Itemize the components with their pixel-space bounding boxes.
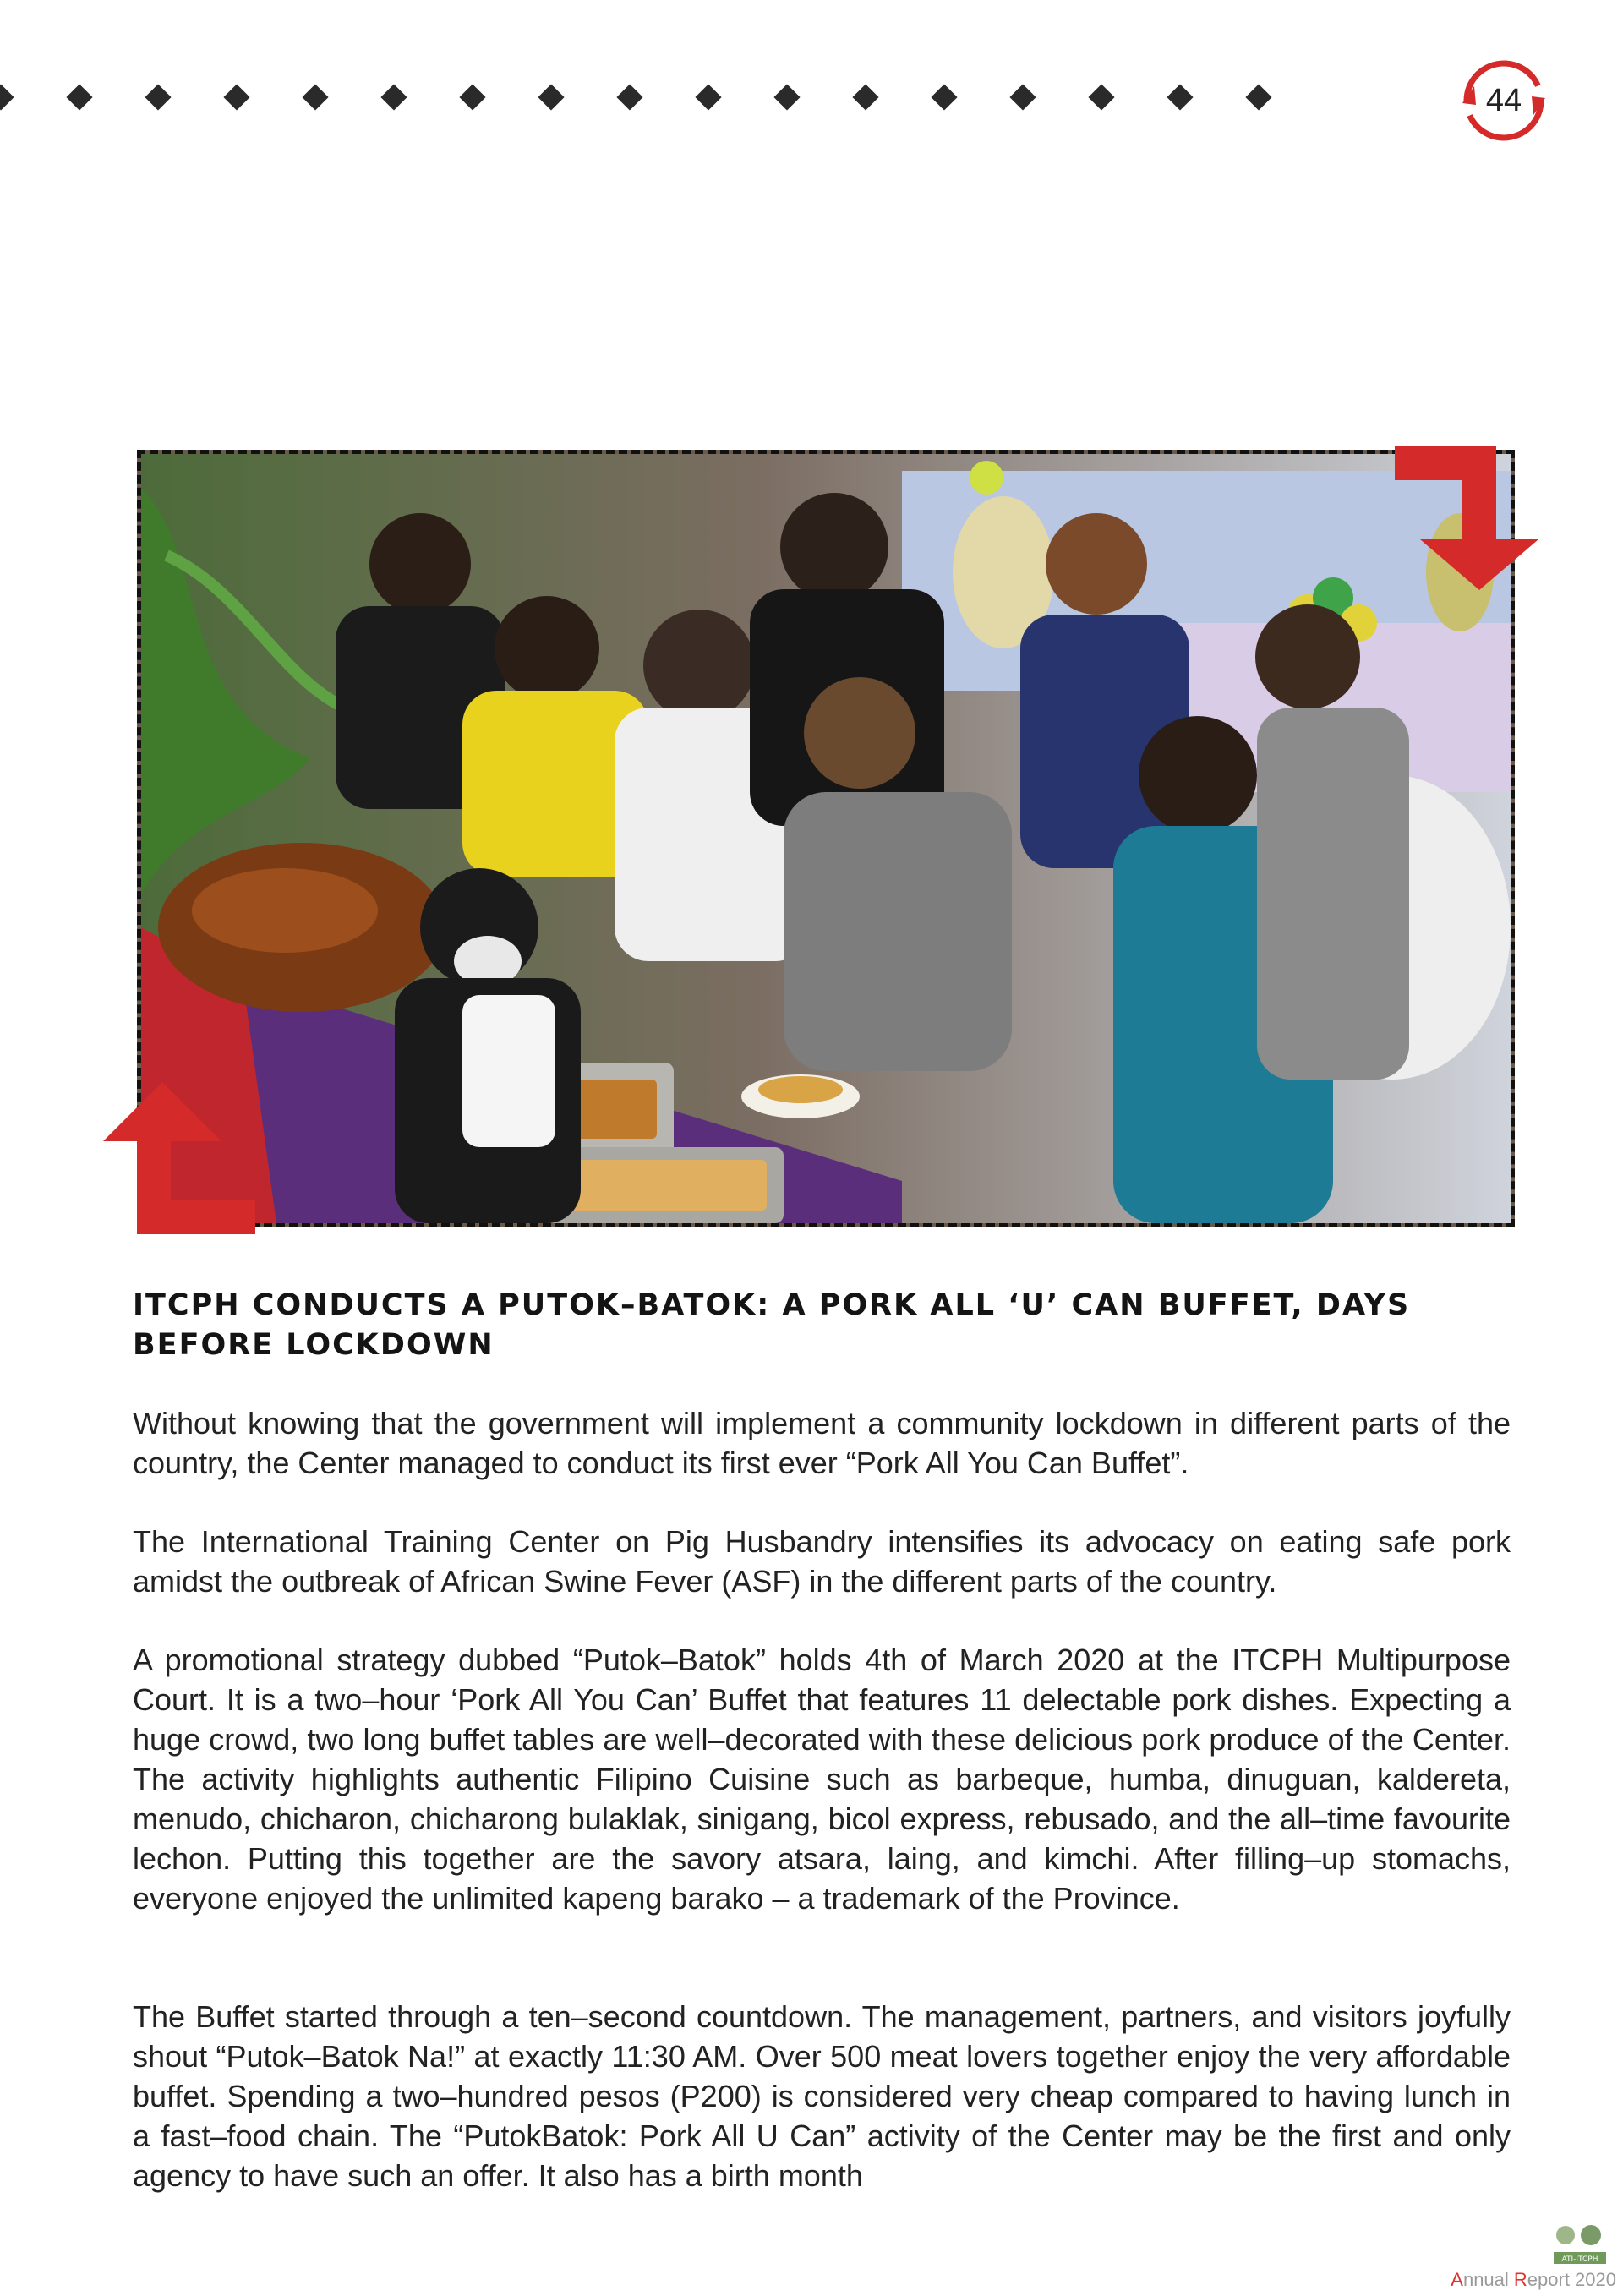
ati-itcph-logo <box>1550 2223 1609 2266</box>
corner-arrow-down-icon <box>1395 446 1538 599</box>
buffet-photo <box>137 450 1515 1227</box>
divider-diamond <box>1167 84 1193 110</box>
article-paragraph-4: The Buffet started through a ten–second countdown. The management, partners, and visitors joyfully shout “Putok–Batok Na!” at exactly 11:30 AM. Over 500 meat lovers together enjoy the very affordable buffet. Spending a two–hundred pesos (P200) is considered very cheap compared to having lunch in a fast–food chain. The “PutokBatok: Pork All U Can” activity of the Center may be the first and only agency to have such an offer. It also has a birth month <box>133 1999 1511 2193</box>
divider-diamond <box>616 84 642 110</box>
divider-diamond <box>0 84 14 110</box>
buffet-scene-illustration <box>141 454 1511 1223</box>
divider-diamond <box>538 84 564 110</box>
page-number-badge <box>1457 54 1550 147</box>
divider-diamond <box>773 84 800 110</box>
logo-caption: ATI-ITCPH <box>1561 2255 1598 2264</box>
article-paragraph-3: A promotional strategy dubbed “Putok–Batok” holds 4th of March 2020 at the ITCPH Multipurpose Court. It is a two–hour ‘Pork All You Can’ Buffet that features 11 delectable pork dishes. Expecting a huge crowd, two long buffet tables are well–decorated with these delicious pork produce of the Center. The activity highlights authentic Filipino Cuisine such as barbeque, humba, dinuguan, kaldereta, menudo, chicharon, chicharong bulaklak, sinigang, bicol express, rebusado, and the all–time favourite lechon. Putting this together are the savory atsara, laing, and kimchi. After filling–up stomachs, everyone enjoyed the unlimited kapeng barako – a trademark of the Province. <box>133 1643 1511 1916</box>
corner-arrow-up-icon <box>103 1082 255 1234</box>
divider-diamond <box>1245 84 1271 110</box>
article-paragraph-2: The International Training Center on Pig Husbandry intensifies its advocacy on eating safe pork amidst the outbreak of African Swine Fever (ASF) in the different parts of the country. <box>133 1524 1511 1599</box>
divider-diamond <box>931 84 957 110</box>
divider-diamond <box>145 84 171 110</box>
divider-diamond <box>380 84 407 110</box>
divider-diamond <box>695 84 721 110</box>
divider-diamond <box>66 84 92 110</box>
divider-diamond <box>459 84 485 110</box>
divider-diamond <box>302 84 328 110</box>
diamond-divider <box>0 88 1319 113</box>
divider-diamond <box>223 84 249 110</box>
divider-diamond <box>1009 84 1036 110</box>
divider-diamond <box>852 84 878 110</box>
divider-diamond <box>1088 84 1114 110</box>
page-number: 44 <box>1485 83 1522 118</box>
article-paragraph-1: Without knowing that the government will implement a community lockdown in different parts of the country, the Center managed to conduct its first ever “Pork All You Can Buffet”. <box>133 1406 1511 1480</box>
article-headline: ITCPH CONDUCTS A PUTOK–BATOK: A PORK ALL ‘U’ CAN BUFFET, DAYS BEFORE LOCKDOWN <box>133 1288 1411 1362</box>
footer-report-title: Annual Report 2020 <box>1451 2269 1616 2290</box>
